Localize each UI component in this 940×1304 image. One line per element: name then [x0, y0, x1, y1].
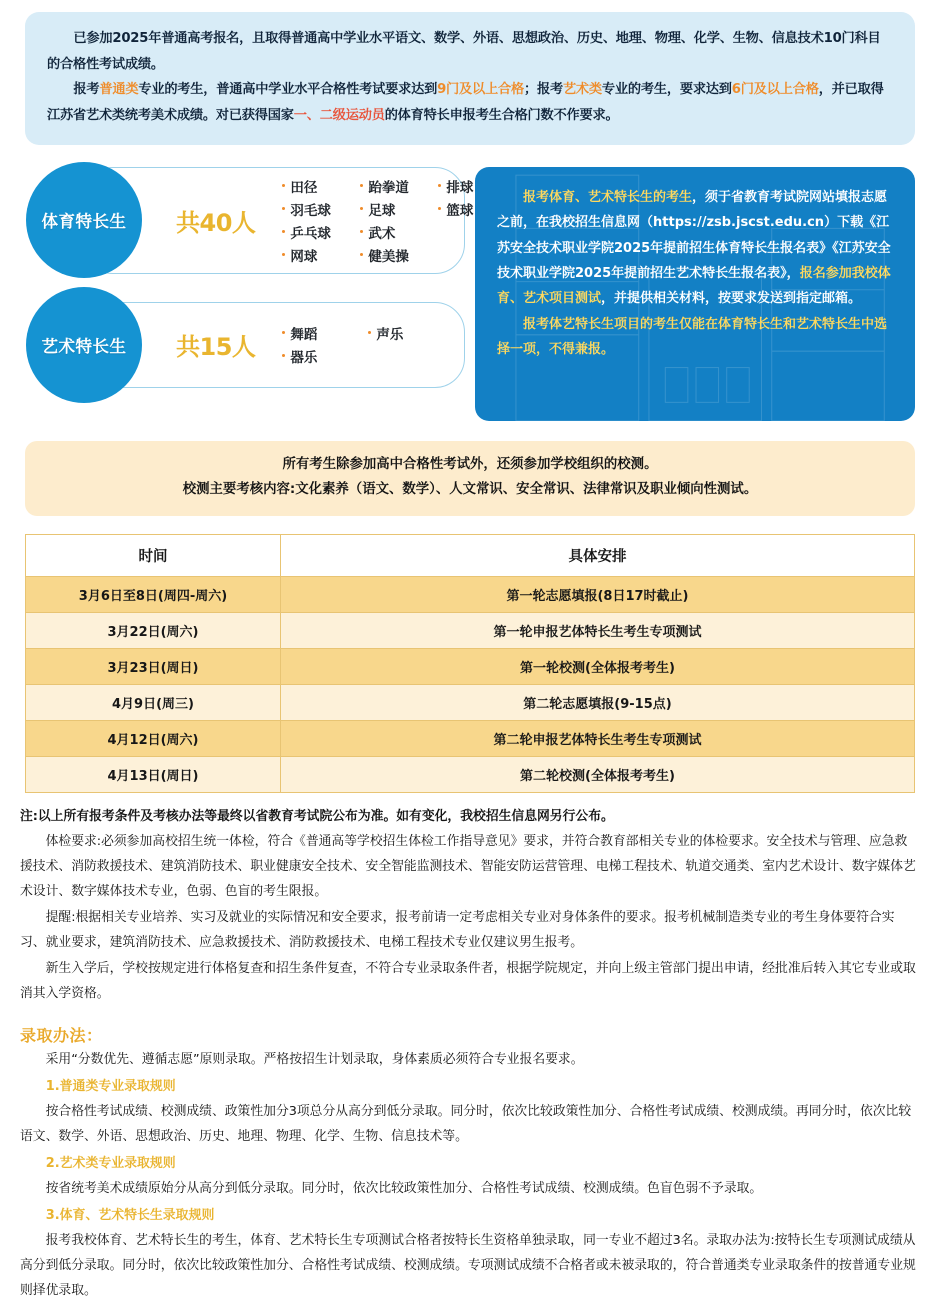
p2-part-c: ；报考 — [523, 82, 563, 98]
cell-arrangement: 第二轮申报艺体特长生考生专项测试 — [281, 720, 915, 756]
sport-item: 武术 — [359, 222, 437, 242]
column-header-arrangement: 具体安排 — [281, 534, 915, 576]
notice-line-1: 所有考生除参加高中合格性考试外，还须参加学校组织的校测。 — [282, 456, 658, 472]
panel-text-c: ，并提供相关材料，按要求发送到指定邮箱。 — [601, 291, 862, 307]
art-item-empty — [367, 346, 453, 366]
admission-rule-2-title: 2.艺术类专业录取规则 — [45, 1156, 176, 1172]
table-row — [26, 684, 915, 720]
school-test-notice — [25, 441, 915, 516]
p2-part-f: 的体育特长申报考生合格门数不作要求。 — [384, 108, 619, 124]
arts-specialty-count: 共15人 — [176, 333, 256, 362]
cell-arrangement: 第二轮志愿填报(9-15点) — [281, 684, 915, 720]
admissions-website-url: https://zsb.jscst.edu.cn — [653, 215, 825, 231]
arts-items-row — [281, 323, 453, 343]
eligibility-paragraph-1: 已参加2025年普通高考报名，且取得普通高中学业水平语文、数学、外语、思想政治、历史、地理、物理、化学、生物、信息技术10门科目的合格性考试成绩。 — [47, 31, 881, 72]
specialty-cards-column — [25, 167, 474, 388]
note-new-student: 新生入学后，学校按规定进行体格复查和招生条件复查，不符合专业录取条件者，根据学院规定，并向上级主管部门提出申请，经批准后转入其它专业或取消其入学资格。 — [20, 961, 916, 1002]
admission-methods-title: 录取办法： — [20, 1026, 103, 1046]
admission-rule-2-body: 按省统考美术成绩原始分从高分到低分录取。同分时，依次比较政策性加分、合格性考试成绩、校测成绩。色盲色弱不予录取。 — [45, 1181, 763, 1197]
note-reminder: 提醒:根据相关专业培养、实习及就业的实际情况和安全要求，报考前请一定考虑相关专业对身体条件的要求。报考机械制造类专业的考生身体要符合实习、就业要求，建筑消防技术、应急救援技术、消防救援技术、电梯工程技术专业仅建议男生报考。 — [20, 910, 895, 951]
highlight-general-category: 普通类 — [99, 82, 139, 98]
schedule-table-wrapper — [25, 534, 915, 793]
arts-specialty-card — [41, 302, 465, 388]
cell-time: 4月13日(周日) — [26, 756, 281, 792]
eligibility-paragraph-2 — [47, 77, 893, 128]
schedule-table — [25, 534, 915, 793]
cell-time: 4月12日(周六) — [26, 720, 281, 756]
table-row — [26, 720, 915, 756]
panel-highlight-test-signup: 报名参加我校体育、艺术项目测试 — [497, 265, 891, 307]
arts-items-grid — [281, 323, 453, 366]
cell-arrangement: 第一轮申报艺体特长生考生专项测试 — [281, 612, 915, 648]
sports-specialty-badge: 体育特长生 — [26, 162, 142, 278]
p2-part-d: 专业的考生，要求达到 — [601, 82, 732, 98]
notes-section — [20, 805, 920, 1008]
sport-item: 足球 — [359, 199, 437, 219]
admission-rule-3-body: 报考我校体育、艺术特长生的考生，体育、艺术特长生专项测试合格者按特长生资格单独录取，同一专业不超过3名。录取办法为:按特长生专项测试成绩从高分到低分录取。同分时，依次比较政策性加分、合格性考试成绩、校测成绩。专项测试成绩不合格者或未被录取的，符合普通类专业录取条件的按普通专业规则择优录取。 — [20, 1233, 916, 1299]
cell-time: 4月9日(周三) — [26, 684, 281, 720]
table-header-row — [26, 534, 915, 576]
sports-specialty-count: 共40人 — [176, 208, 256, 237]
admission-rule-1-title: 1.普通类专业录取规则 — [45, 1079, 176, 1095]
panel-text-a: ，须于省教育考试院网站填报志愿之前，在我校招生信息网（ — [497, 189, 888, 231]
sports-specialty-card — [41, 167, 474, 274]
cell-time: 3月22日(周六) — [26, 612, 281, 648]
admission-methods-body — [20, 1048, 920, 1304]
art-item: 器乐 — [281, 346, 367, 366]
eligibility-banner — [25, 12, 915, 145]
panel-text-b: ）下载《江苏安全技术职业学院2025年提前招生体育特长生报名表》《江苏安全技术职业学院2025年提前招生艺术特长生报名表》， — [497, 215, 891, 281]
cell-time: 3月6日至8日(周四-周六) — [26, 576, 281, 612]
admission-rule-1-body: 按合格性考试成绩、校测成绩、政策性加分3项总分从高分到低分录取。同分时，依次比较政策性加分、合格性考试成绩、校测成绩。再同分时，依次比较语文、数学、外语、思想政治、历史、地理、物理、化学、生物、信息技术等。 — [20, 1104, 912, 1145]
panel-highlight-applicants: 报考体育、艺术特长生的考生 — [523, 189, 693, 205]
table-row — [26, 612, 915, 648]
sport-item: 篮球 — [437, 199, 515, 219]
cell-arrangement: 第二轮校测(全体报考考生) — [281, 756, 915, 792]
sport-item: 羽毛球 — [281, 199, 359, 219]
highlight-six-subjects: 6门及以上合格 — [731, 82, 819, 98]
admission-rule-3-title: 3.体育、艺术特长生录取规则 — [45, 1208, 215, 1224]
sport-item: 排球 — [437, 176, 515, 196]
highlight-nine-subjects: 9门及以上合格 — [437, 82, 524, 98]
note-physical-exam: 体检要求:必须参加高校招生统一体检，符合《普通高等学校招生体检工作指导意见》要求，并符合教育部相关专业的体检要求。安全技术与管理、应急救援技术、消防救援技术、建筑消防技术、职业健康安全技术、安全智能监测技术、智能安防运营管理、电梯工程技术、轨道交通类、室内艺术设计、数字媒体艺术设计、数字媒体技术专业，色弱、色盲的考生限报。 — [20, 834, 916, 900]
p2-part-a: 报考 — [73, 82, 100, 98]
registration-paragraph-2 — [497, 312, 893, 363]
p2-part-b: 专业的考生，普通高中学业水平合格性考试要求达到 — [138, 82, 438, 98]
art-item: 舞蹈 — [281, 323, 367, 343]
sport-item: 跆拳道 — [359, 176, 437, 196]
admission-intro: 采用“分数优先、遵循志愿”原则录取。严格按招生计划录取，身体素质必须符合专业报名要求。 — [45, 1052, 584, 1068]
sport-item: 网球 — [281, 245, 359, 265]
note-disclaimer-text: 以上所有报考条件及考核办法等最终以省教育考试院公布为准。如有变化，我校招生信息网另行公布。 — [37, 808, 614, 824]
p2-part-e: ，并已取得江苏省艺术类统考美术成绩。对已获得国家 — [47, 82, 884, 124]
cell-arrangement: 第一轮校测(全体报考考生) — [281, 648, 915, 684]
registration-instructions-panel — [475, 167, 915, 421]
highlight-athlete-grade: 一、二级运动员 — [293, 108, 385, 124]
admissions-document-page — [0, 12, 940, 1299]
column-header-time: 时间 — [26, 534, 281, 576]
sport-item: 健美操 — [359, 245, 437, 265]
registration-paragraph-1 — [497, 185, 893, 312]
table-row — [26, 576, 915, 612]
art-item: 声乐 — [367, 323, 453, 343]
highlight-arts-category: 艺术类 — [562, 82, 602, 98]
arts-specialty-badge: 艺术特长生 — [26, 287, 142, 403]
specialty-section — [25, 167, 915, 421]
cell-arrangement: 第一轮志愿填报(8日17时截止) — [281, 576, 915, 612]
note-disclaimer — [20, 805, 920, 830]
cell-time: 3月23日(周日) — [26, 648, 281, 684]
sport-item: 乒乓球 — [281, 222, 359, 242]
note-label: 注: — [20, 808, 38, 824]
arts-items-row — [281, 346, 453, 366]
sport-item: 田径 — [281, 176, 359, 196]
table-row — [26, 756, 915, 792]
notice-line-2: 校测主要考核内容:文化素养（语文、数学）、人文常识、安全常识、法律常识及职业倾向性测试。 — [182, 481, 758, 497]
table-row — [26, 648, 915, 684]
panel-highlight-single-choice: 报考体艺特长生项目的考生仅能在体育特长生和艺术特长生中选择一项，不得兼报。 — [497, 316, 888, 357]
